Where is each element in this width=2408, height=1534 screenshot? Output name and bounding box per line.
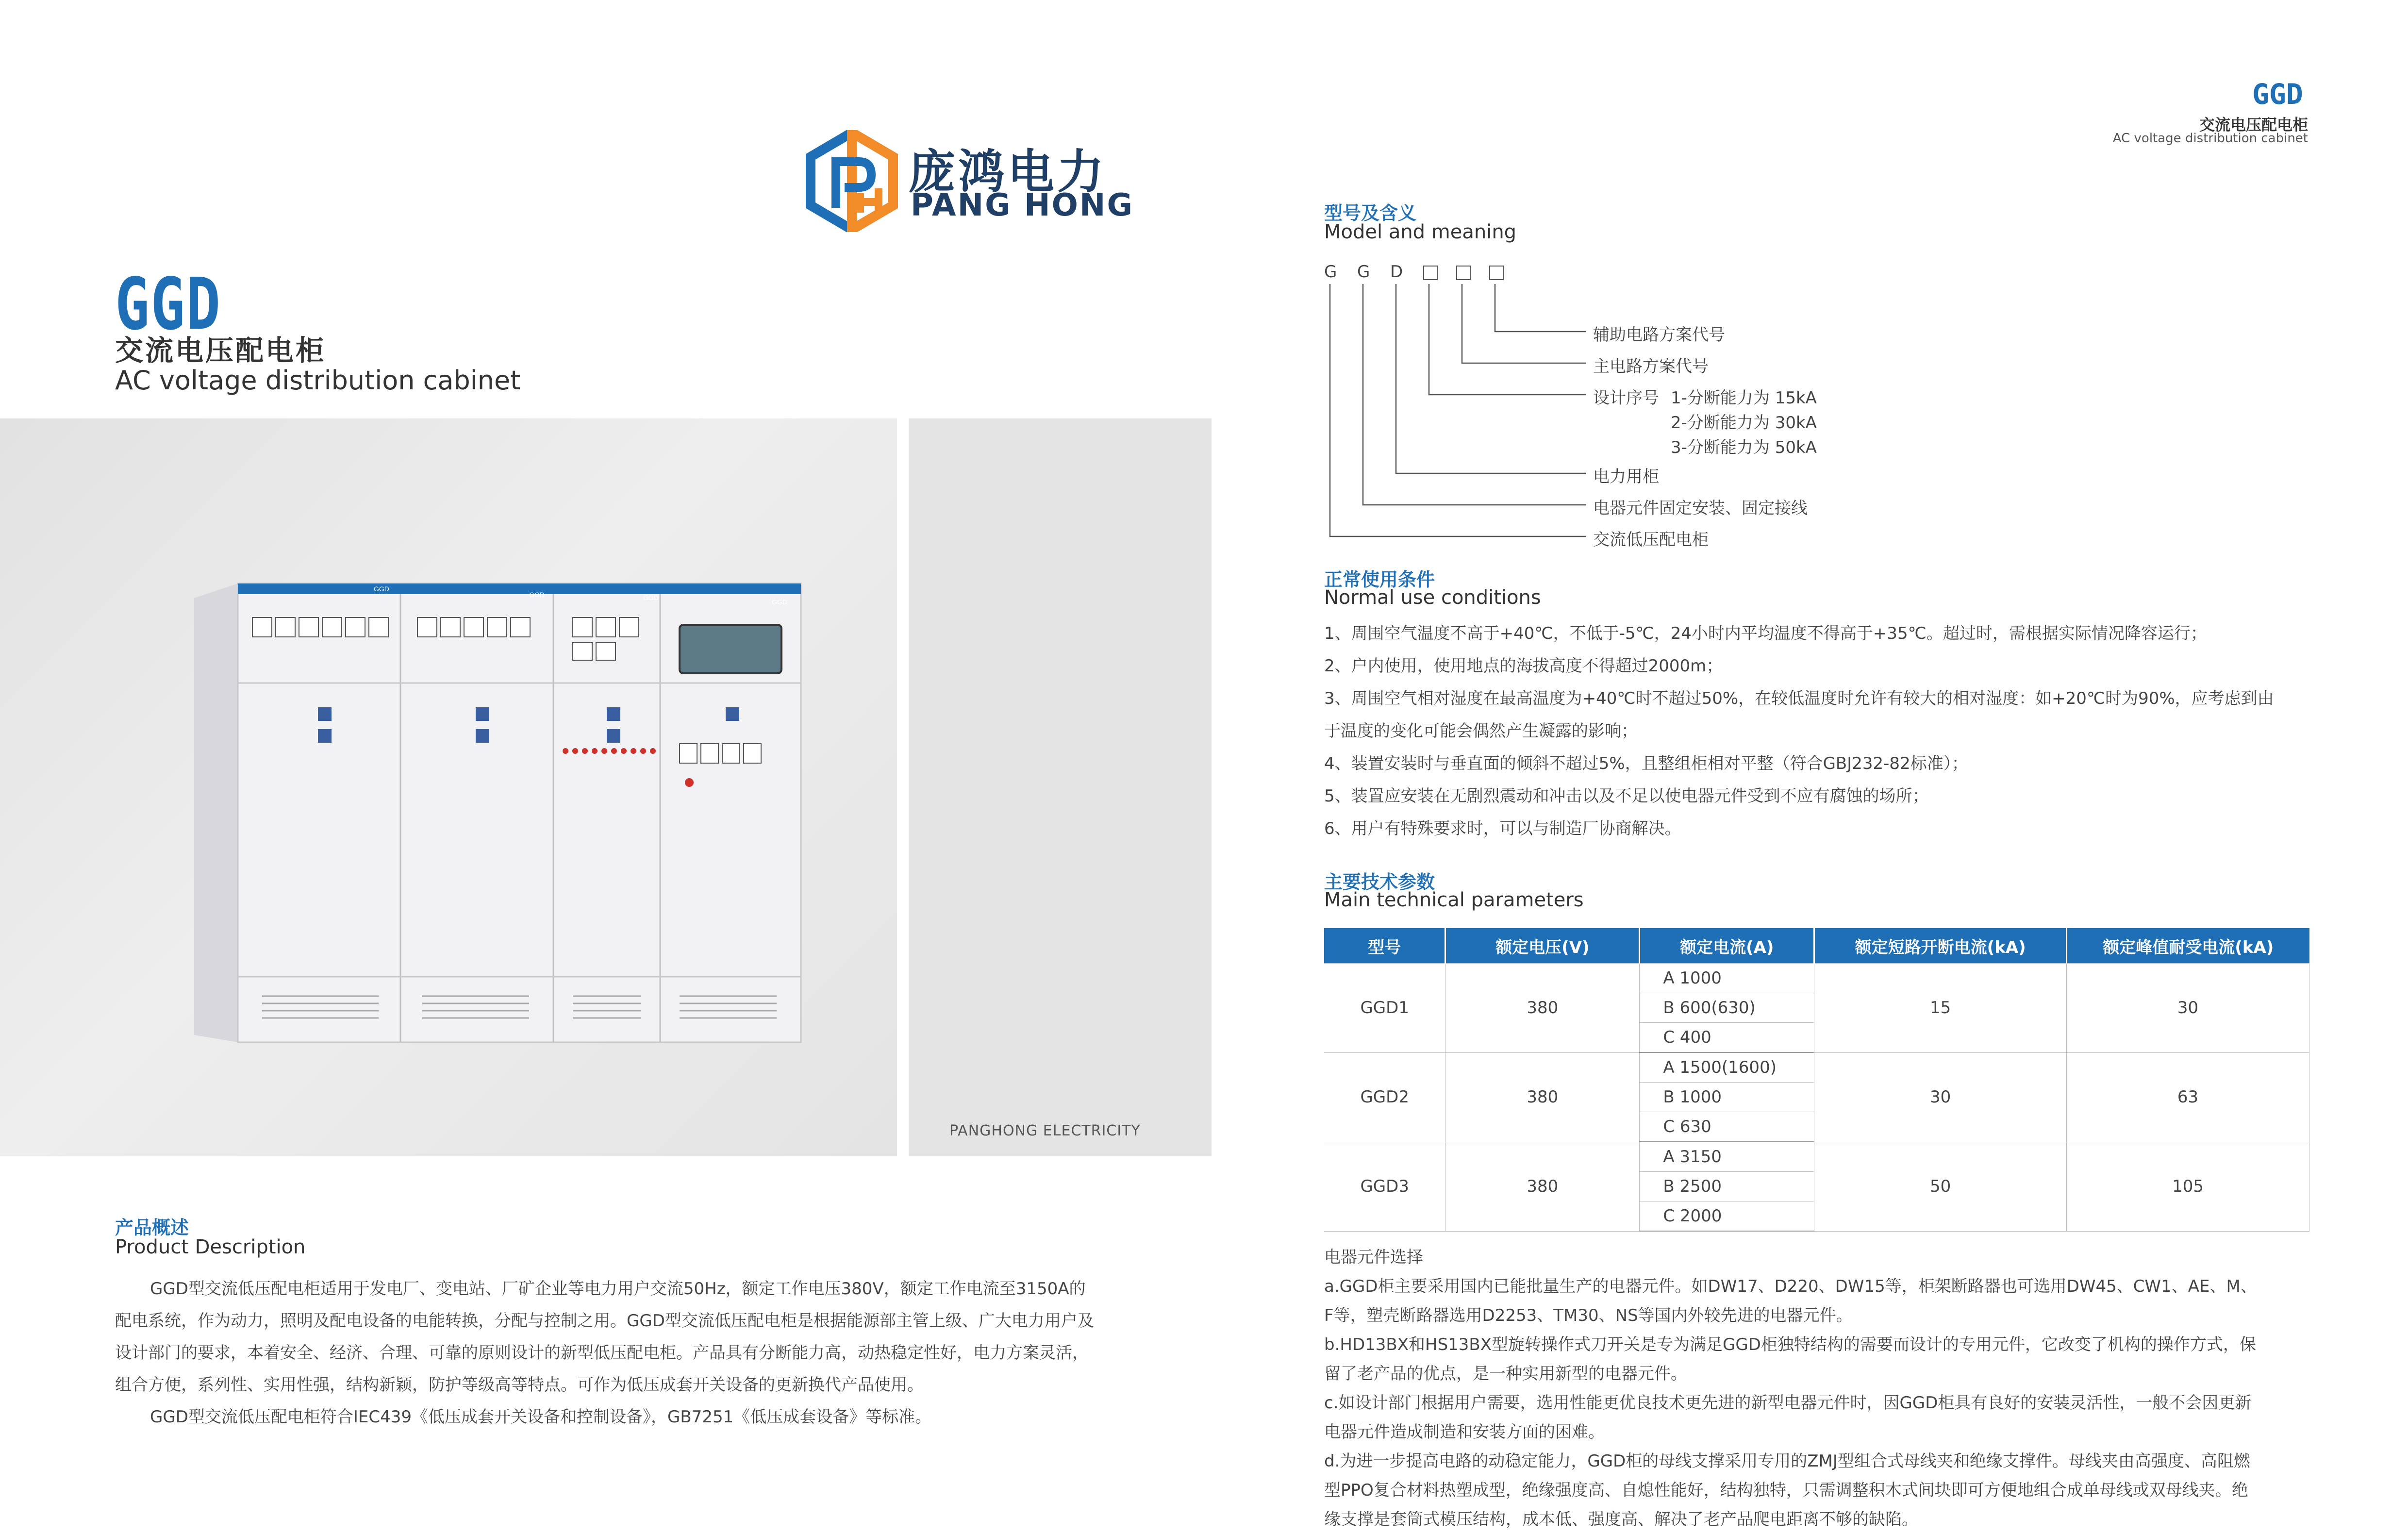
col-header-voltage: 额定电压(V)	[1445, 928, 1640, 964]
condition-item: 4、装置安装时与垂直面的倾斜不超过5%，且整组柜相对平整（符合GBJ232-82标准）；	[1324, 754, 1968, 773]
electrical-line: 电器元件造成制造和安装方面的困难。	[1324, 1422, 1605, 1442]
conditions-heading-cn: 正常使用条件	[1324, 569, 1435, 590]
right-model-title: GGD	[2252, 78, 2303, 111]
table-row	[1324, 1052, 2309, 1083]
model-letter-d: D	[1390, 262, 1403, 282]
electrical-line: a.GGD柜主要采用国内已能批量生产的电器元件。如DW17、D220、DW15等，柜架断路器也可选用DW45、CW1、AE、M、	[1324, 1277, 2257, 1296]
electrical-components	[1324, 1243, 2314, 1534]
cell-peak: 30	[2067, 964, 2309, 1053]
electrical-line: 电器元件选择	[1324, 1248, 1423, 1267]
product-title-cn: 交流电压配电柜	[115, 334, 326, 367]
condition-item: 5、装置应安装在无剧烈震动和冲击以及不足以使电器元件受到不应有腐蚀的场所；	[1324, 786, 1929, 806]
product-title-en: AC voltage distribution cabinet	[115, 365, 521, 396]
cell-peak: 63	[2067, 1052, 2309, 1142]
code-box-3	[1489, 266, 1504, 280]
description-paragraph: GGD型交流低压配电柜符合IEC439《低压成套开关设备和控制设备》，GB7251《低压成套设备》等标准。	[150, 1407, 932, 1427]
electrical-line: c.如设计部门根据用户需要，选用性能更优良技术更先进的新型电器元件时，因GGD柜具有良好的安装灵活性，一般不会因更新	[1324, 1393, 2252, 1413]
model-meaning-heading-cn: 型号及含义	[1324, 202, 1417, 224]
condition-item: 2、户内使用，使用地点的海拔高度不得超过2000m；	[1324, 656, 1723, 676]
cell-current: B 2500	[1640, 1172, 1814, 1201]
label-aux-circuit: 辅助电路方案代号	[1593, 325, 1725, 345]
condition-item: 1、周围空气温度不高于+40℃，不低于-5℃，24小时内平均温度不得高于+35℃。超过时，需根据实际情况降容运行；	[1324, 624, 2207, 643]
pang-hong-logo-icon	[806, 130, 898, 232]
cell-model: GGD1	[1324, 964, 1445, 1053]
label-design-prefix: 设计序号	[1593, 388, 1659, 408]
table-header-row	[1324, 928, 2309, 964]
electrical-line: d.为进一步提高电路的动稳定能力，GGD柜的母线支撑采用专用的ZMJ型组合式母线夹和绝缘支撑件。母线夹由高强度、高阻燃	[1324, 1451, 2250, 1471]
cell-voltage: 380	[1445, 1052, 1640, 1142]
condition-item: 6、用户有特殊要求时，可以与制造厂协商解决。	[1324, 819, 1681, 838]
model-letter-g1: G	[1324, 262, 1337, 282]
code-box-2	[1456, 266, 1471, 280]
model-bracket-lines	[1324, 284, 1596, 541]
description-body	[115, 1273, 1100, 1433]
cell-short-circuit: 30	[1814, 1052, 2067, 1142]
params-table	[1324, 928, 2309, 1232]
col-header-model: 型号	[1324, 928, 1445, 964]
table-row	[1324, 1142, 2309, 1172]
col-header-current: 额定电流(A)	[1640, 928, 1814, 964]
electrical-line: F等，塑壳断路器选用D2253、TM30、NS等国内外较先进的电器元件。	[1324, 1306, 1853, 1325]
table-row	[1324, 964, 2309, 993]
product-photo	[0, 418, 897, 1156]
cell-voltage: 380	[1445, 1142, 1640, 1231]
right-title-cn: 交流电压配电柜	[2199, 116, 2308, 134]
code-box-1	[1423, 266, 1438, 280]
conditions-list	[1324, 617, 2314, 845]
right-title-en: AC voltage distribution cabinet	[2112, 131, 2308, 146]
cell-peak: 105	[2067, 1142, 2309, 1231]
brand-name-cn: 庞鸿电力	[909, 145, 1107, 199]
cell-current: C 2000	[1640, 1201, 1814, 1232]
description-heading-cn: 产品概述	[115, 1217, 189, 1238]
cabinet-illustration	[0, 418, 897, 1156]
cabinet-label-4: GGD	[772, 598, 787, 606]
conditions-heading-en: Normal use conditions	[1324, 586, 1541, 609]
cell-current: A 1000	[1640, 964, 1814, 993]
label-ac-cabinet: 交流低压配电柜	[1593, 530, 1709, 550]
cell-current: B 600(630)	[1640, 993, 1814, 1023]
description-heading-en: Product Description	[115, 1236, 306, 1258]
cell-current: B 1000	[1640, 1083, 1814, 1112]
label-design-1: 1-分断能力为 15kA	[1671, 388, 1817, 408]
cell-short-circuit: 15	[1814, 964, 2067, 1053]
model-title: GGD	[115, 262, 222, 346]
cabinet-label-3: GGD	[643, 594, 659, 601]
cell-model: GGD3	[1324, 1142, 1445, 1231]
photo-side-panel	[909, 418, 1212, 1156]
cell-model: GGD2	[1324, 1052, 1445, 1142]
photo-caption: PANGHONG ELECTRICITY	[949, 1122, 1141, 1139]
label-design-3: 3-分断能力为 50kA	[1671, 438, 1817, 457]
cell-current: A 1500(1600)	[1640, 1052, 1814, 1083]
col-header-peak: 额定峰值耐受电流(kA)	[2067, 928, 2309, 964]
brand-name-en: PANG HONG	[911, 187, 1134, 223]
label-design-2: 2-分断能力为 30kA	[1671, 413, 1817, 433]
electrical-line: 留了老产品的优点，是一种实用新型的电器元件。	[1324, 1364, 1687, 1384]
label-fixed-install: 电器元件固定安装、固定接线	[1593, 499, 1808, 518]
electrical-line: 型PPO复合材料热塑成型，绝缘强度高、自熄性能好，结构独特，只需调整积木式间块即可方便地组合成单母线或双母线夹。绝	[1324, 1481, 2248, 1500]
cell-short-circuit: 50	[1814, 1142, 2067, 1231]
col-header-short-circuit: 额定短路开断电流(kA)	[1814, 928, 2067, 964]
condition-item: 3、周围空气相对湿度在最高温度为+40℃时不超过50%，在较低温度时允许有较大的相对湿度：如+20℃时为90%，应考虑到由	[1324, 689, 2274, 708]
label-main-circuit: 主电路方案代号	[1593, 357, 1709, 376]
cell-current: A 3150	[1640, 1142, 1814, 1172]
cell-current: C 400	[1640, 1023, 1814, 1053]
cabinet-label-1: GGD	[374, 585, 389, 593]
electrical-line: 缘支撑是套筒式模压结构，成本低、强度高、解决了老产品爬电距离不够的缺陷。	[1324, 1510, 1918, 1529]
electrical-line: b.HD13BX和HS13BX型旋转操作式刀开关是专为满足GGD柜独特结构的需要而设计的专用元件，它改变了机构的操作方式，保	[1324, 1335, 2256, 1354]
cell-current: C 630	[1640, 1112, 1814, 1142]
cabinet-label-2: GGD	[529, 591, 545, 599]
cell-voltage: 380	[1445, 964, 1640, 1053]
model-meaning-heading-en: Model and meaning	[1324, 221, 1517, 243]
model-letter-g2: G	[1357, 262, 1370, 282]
params-heading-en: Main technical parameters	[1324, 889, 1584, 911]
model-code	[1324, 262, 1522, 282]
condition-item: 于温度的变化可能会偶然产生凝露的影响；	[1324, 721, 1638, 741]
description-paragraph: GGD型交流低压配电柜适用于发电厂、变电站、厂矿企业等电力用户交流50Hz，额定工作电压380V，额定工作电流至3150A的配电系统，作为动力，照明及配电设备的电能转换，分配与控制之用。GGD型交流低压配电柜是根据能源部主管上级、广大电力用户及设计部门的要求，本着安全、经济、合理、可靠的原则设计的新型低压配电柜。产品具有分断能力高，动热稳定性好，电力方案灵活，组合方便，系列性、实用性强，结构新颖，防护等级高等特点。可作为低压成套开关设备的更新换代产品使用。	[115, 1279, 1094, 1395]
params-heading-cn: 主要技术参数	[1324, 871, 1435, 893]
label-power-cabinet: 电力用柜	[1593, 467, 1659, 486]
